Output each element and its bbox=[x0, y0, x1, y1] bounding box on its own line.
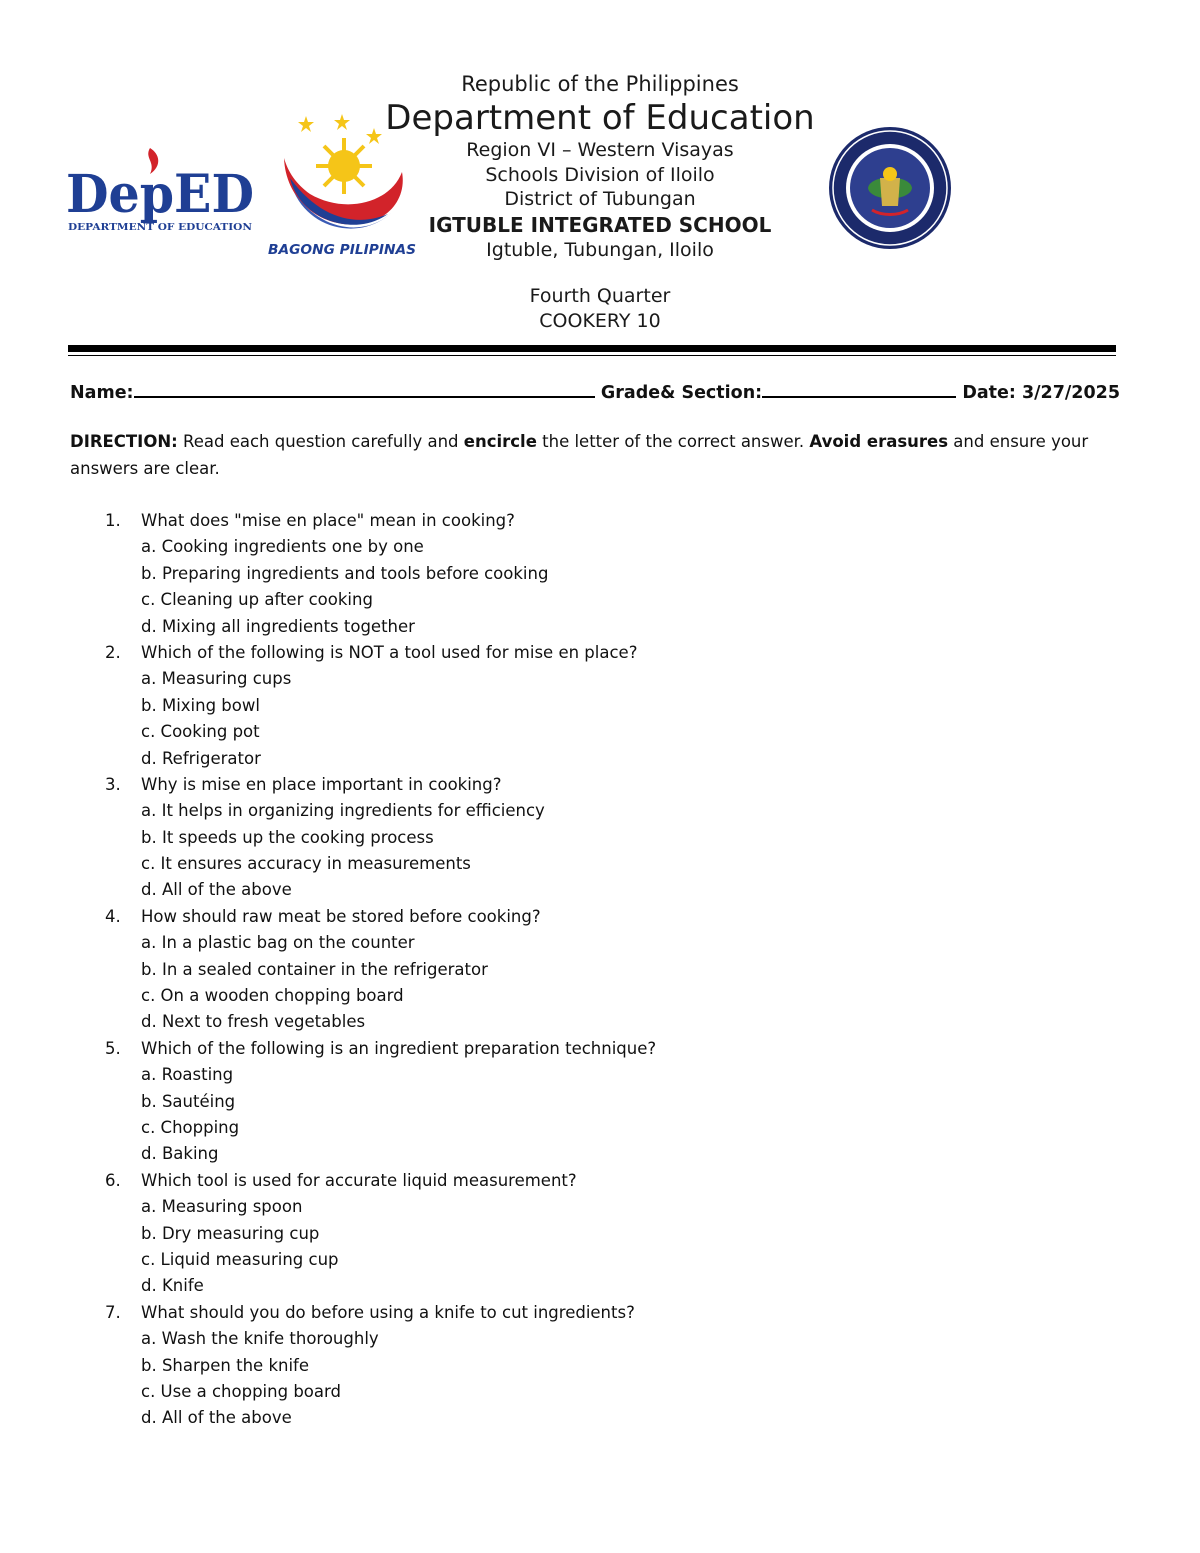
department-heading: Department of Education bbox=[385, 98, 815, 138]
direction-paragraph bbox=[70, 428, 1130, 482]
question-text: Which of the following is NOT a tool used for mise en place? bbox=[141, 642, 638, 662]
question-number: 2. bbox=[105, 642, 121, 662]
grade-section-label: Grade& Section: bbox=[600, 383, 763, 403]
question-number: 1. bbox=[105, 511, 121, 530]
question-number: 7. bbox=[105, 1302, 121, 1322]
deped-logo bbox=[66, 140, 258, 240]
question-text: What should you do before using a knife to cut ingredients? bbox=[141, 1302, 635, 1322]
direction-label: DIRECTION: bbox=[70, 432, 178, 451]
option-c[interactable]: c. Cleaning up after cooking bbox=[141, 590, 373, 610]
option-b[interactable]: b. Dry measuring cup bbox=[141, 1223, 320, 1243]
name-blank[interactable] bbox=[134, 378, 595, 398]
grade-section-blank[interactable] bbox=[762, 378, 956, 398]
republic-heading: Republic of the Philippines bbox=[461, 72, 739, 96]
district-line: District of Tubungan bbox=[504, 188, 696, 210]
question-item bbox=[0, 1036, 1200, 1168]
option-c[interactable]: c. Use a chopping board bbox=[141, 1381, 341, 1401]
student-info-row bbox=[70, 378, 1120, 403]
quarter-label: Fourth Quarter bbox=[529, 285, 671, 307]
bagong-pilipinas-text: BAGONG PILIPINAS bbox=[268, 243, 416, 258]
option-b[interactable]: b. Sharpen the knife bbox=[141, 1355, 309, 1375]
question-number: 5. bbox=[105, 1038, 121, 1058]
option-b[interactable]: b. Mixing bowl bbox=[141, 695, 260, 715]
question-item bbox=[0, 640, 1200, 772]
direction-bold-erasures: Avoid erasures bbox=[809, 432, 949, 451]
division-line: Schools Division of Iloilo bbox=[485, 163, 715, 186]
option-a[interactable]: a. It helps in organizing ingredients for efficiency bbox=[141, 801, 545, 821]
question-item bbox=[0, 508, 1200, 640]
option-b[interactable]: b. Sautéing bbox=[141, 1091, 236, 1111]
subject-title: COOKERY 10 bbox=[539, 310, 661, 332]
direction-bold-encircle: encircle bbox=[463, 432, 537, 451]
question-text: Why is mise en place important in cooking? bbox=[141, 774, 502, 794]
option-a[interactable]: a. Wash the knife thoroughly bbox=[141, 1329, 379, 1349]
option-d[interactable]: d. Baking bbox=[141, 1144, 219, 1164]
question-text: Which of the following is an ingredient preparation technique? bbox=[141, 1038, 657, 1058]
question-text: How should raw meat be stored before cooking? bbox=[141, 906, 541, 926]
region-line: Region VI – Western Visayas bbox=[466, 139, 734, 161]
direction-text-3: and ensure your answers are clear. bbox=[70, 432, 1089, 478]
school-address: Igtuble, Tubungan, Iloilo bbox=[486, 238, 714, 261]
question-item bbox=[0, 904, 1200, 1036]
question-number: 6. bbox=[105, 1170, 121, 1190]
question-number: 3. bbox=[105, 774, 121, 794]
question-text: What does "mise en place" mean in cooking? bbox=[141, 511, 515, 530]
document-header bbox=[350, 70, 850, 334]
option-d[interactable]: d. Mixing all ingredients together bbox=[141, 616, 415, 636]
option-c[interactable]: c. Chopping bbox=[141, 1117, 240, 1137]
option-d[interactable]: d. Knife bbox=[141, 1276, 204, 1296]
question-item bbox=[0, 772, 1200, 904]
header-divider-thin bbox=[68, 355, 1116, 356]
deped-logo-subtext: DEPARTMENT OF EDUCATION bbox=[68, 222, 253, 233]
option-d[interactable]: d. All of the above bbox=[141, 880, 292, 900]
question-item bbox=[0, 1300, 1200, 1432]
option-b[interactable]: b. In a sealed container in the refrigerator bbox=[141, 959, 488, 979]
option-d[interactable]: d. All of the above bbox=[141, 1408, 292, 1428]
question-text: Which tool is used for accurate liquid measurement? bbox=[141, 1170, 577, 1190]
school-name: IGTUBLE INTEGRATED SCHOOL bbox=[428, 212, 772, 237]
option-a[interactable]: a. Measuring spoon bbox=[141, 1197, 303, 1217]
direction-text-2: the letter of the correct answer. bbox=[536, 432, 810, 451]
question-item bbox=[0, 1168, 1200, 1300]
option-a[interactable]: a. Cooking ingredients one by one bbox=[141, 537, 424, 557]
question-list bbox=[0, 508, 1200, 1432]
option-c[interactable]: c. On a wooden chopping board bbox=[141, 986, 404, 1006]
option-c[interactable]: c. Cooking pot bbox=[141, 722, 260, 742]
option-c[interactable]: c. It ensures accuracy in measurements bbox=[141, 854, 471, 874]
header-divider bbox=[68, 345, 1116, 352]
option-c[interactable]: c. Liquid measuring cup bbox=[141, 1249, 339, 1269]
option-b[interactable]: b. Preparing ingredients and tools before cooking bbox=[141, 563, 549, 583]
option-b[interactable]: b. It speeds up the cooking process bbox=[141, 827, 434, 847]
date-label: Date: 3/27/2025 bbox=[962, 383, 1120, 403]
option-d[interactable]: d. Refrigerator bbox=[141, 748, 261, 768]
question-number: 4. bbox=[105, 906, 121, 926]
option-a[interactable]: a. In a plastic bag on the counter bbox=[141, 933, 415, 953]
option-a[interactable]: a. Roasting bbox=[141, 1065, 234, 1085]
option-d[interactable]: d. Next to fresh vegetables bbox=[141, 1012, 366, 1032]
deped-logo-text: DepED bbox=[66, 164, 254, 225]
direction-text-1: Read each question carefully and bbox=[177, 432, 464, 451]
option-a[interactable]: a. Measuring cups bbox=[141, 669, 292, 689]
name-label: Name: bbox=[70, 383, 134, 403]
